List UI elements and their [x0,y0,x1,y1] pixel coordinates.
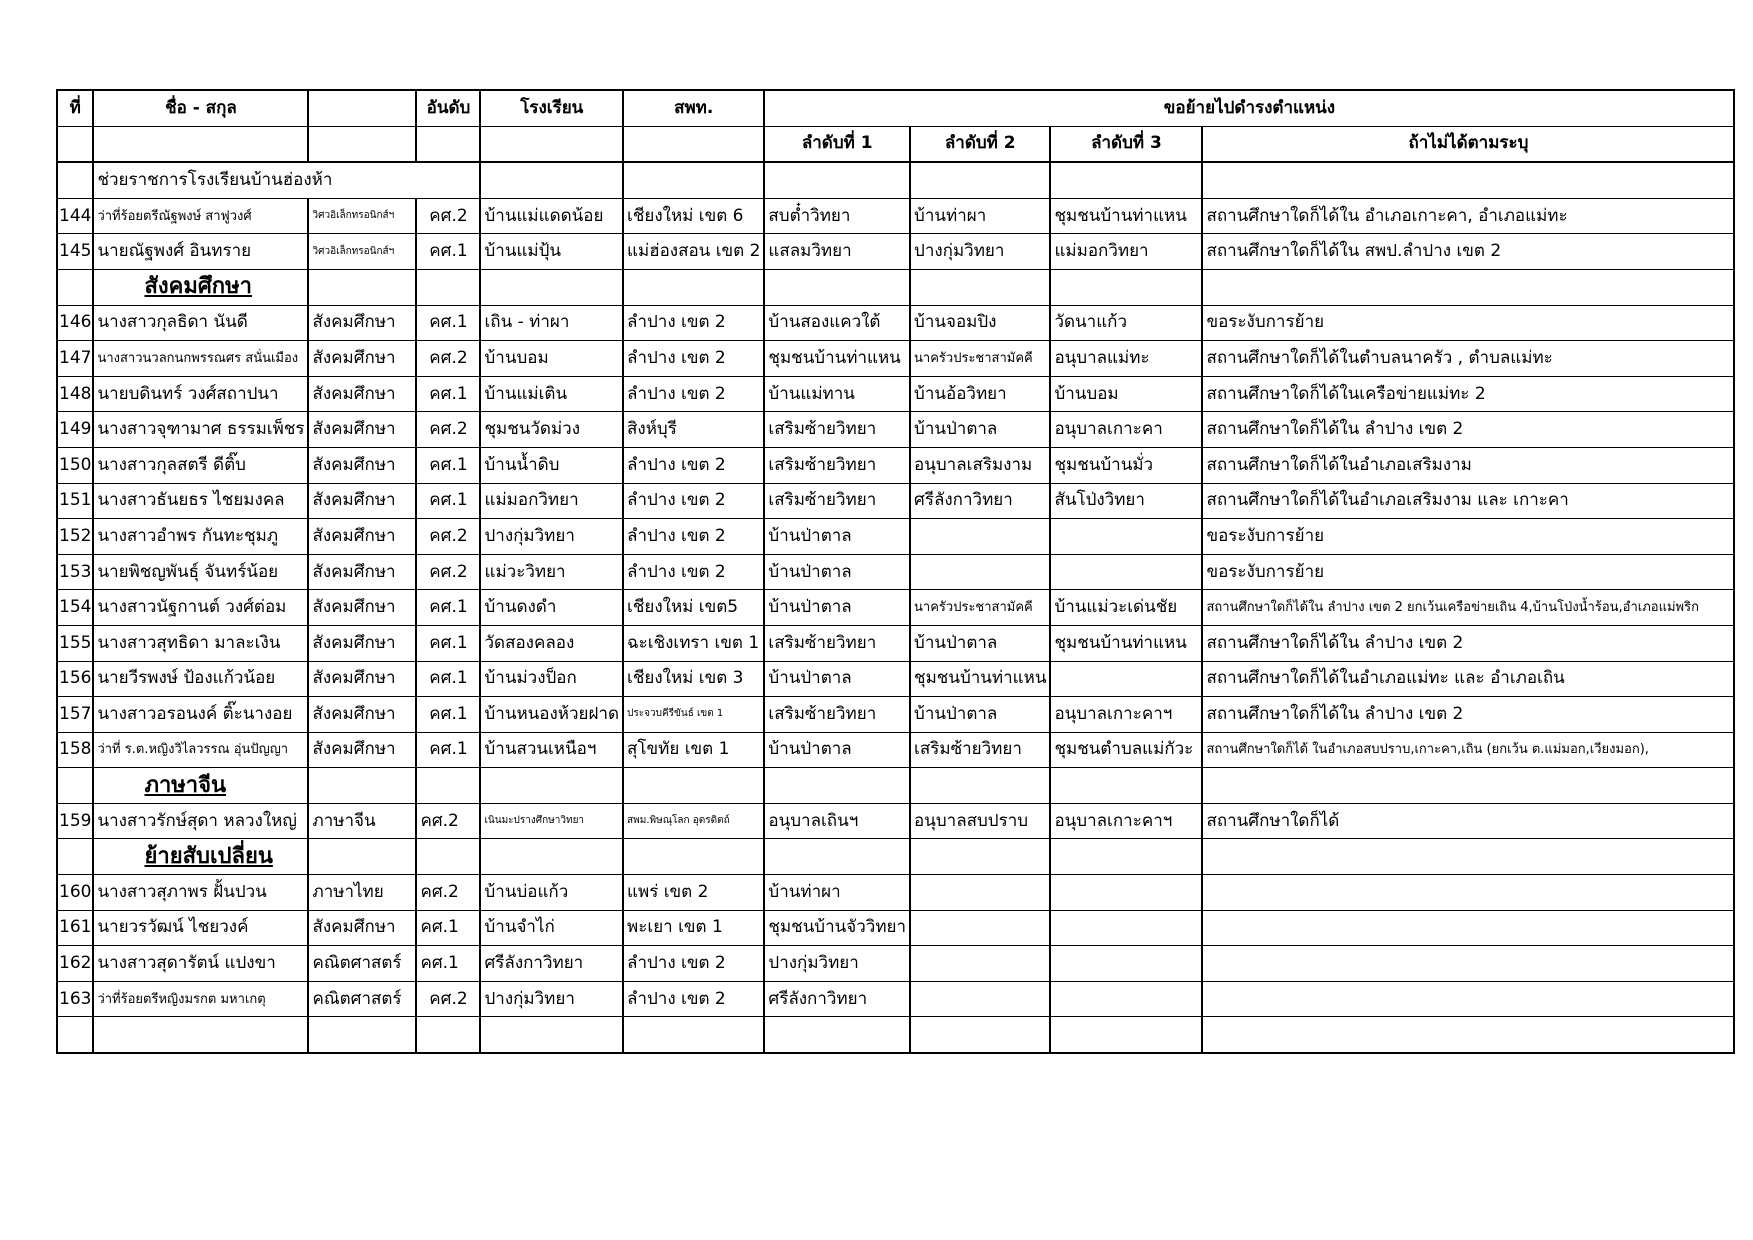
row-number: 160 [57,875,93,911]
teacher-name: นางสาวจุฑามาศ ธรรมเพ็ชร [93,412,308,448]
table-row [57,732,1734,768]
row-number: 151 [57,483,93,519]
current-office: แพร่ เขต 2 [623,875,764,911]
subject: สังคมศึกษา [308,447,416,483]
rank: คศ.1 [416,625,480,661]
table-row [57,697,1734,733]
current-office: สุโขทัย เขต 1 [623,732,764,768]
choice-1: บ้านสองแควใต้ [764,305,910,341]
current-school: ชุมชนวัดม่วง [480,412,623,448]
teacher-name: นางสาวอำพร กันทะชุมภู [93,519,308,555]
row-number: 159 [57,803,93,839]
table-row [57,341,1734,377]
otherwise-note: สถานศึกษาใดก็ได้ใน ลำปาง เขต 2 [1202,625,1734,661]
rank: คศ.2 [416,341,480,377]
current-office: ลำปาง เขต 2 [623,376,764,412]
header-subject [308,90,416,126]
header-office: สพท. [623,90,764,126]
choice-1: เสริมซ้ายวิทยา [764,412,910,448]
current-school: แม่วะวิทยา [480,554,623,590]
choice-2: อนุบาลสบปราบ [910,803,1050,839]
choice-1: บ้านป่าตาล [764,661,910,697]
choice-3: ชุมชนบ้านมั่ว [1050,447,1202,483]
choice-1: เสริมซ้ายวิทยา [764,697,910,733]
subject: สังคมศึกษา [308,305,416,341]
choice-1: บ้านป่าตาล [764,732,910,768]
header-request: ขอย้ายไปดำรงตำแหน่ง [764,90,1734,126]
subject: วิศวอิเล็กทรอนิกส์ฯ [308,234,416,270]
table-row [57,661,1734,697]
teacher-name: ว่าที่ร้อยตรีหญิงมรกต มหาเกตุ [93,981,308,1017]
table-row [57,554,1734,590]
otherwise-note: สถานศึกษาใดก็ได้ใน ลำปาง เขต 2 [1202,697,1734,733]
subject: สังคมศึกษา [308,910,416,946]
teacher-name: นางสาวนัฐกานต์ วงศ์ต่อม [93,590,308,626]
current-school: บ้านม่วงป็อก [480,661,623,697]
table-row [57,981,1734,1017]
rank: คศ.2 [416,519,480,555]
choice-1: บ้านท่าผา [764,875,910,911]
current-school: บ้านบอม [480,341,623,377]
choice-1: แสลมวิทยา [764,234,910,270]
otherwise-note: สถานศึกษาใดก็ได้ในตำบลนาครัว , ตำบลแม่ทะ [1202,341,1734,377]
section-row-social [57,269,1734,305]
choice-3 [1050,554,1202,590]
choice-1: ชุมชนบ้านจัววิทยา [764,910,910,946]
choice-3: แม่มอกวิทยา [1050,234,1202,270]
current-office: เชียงใหม่ เขต5 [623,590,764,626]
subject: คณิตศาสตร์ [308,981,416,1017]
header-otherwise: ถ้าไม่ได้ตามระบุ [1202,126,1734,162]
otherwise-note [1202,910,1734,946]
rank: คศ.1 [416,305,480,341]
choice-2 [910,875,1050,911]
row-number: 146 [57,305,93,341]
table-row [57,875,1734,911]
choice-2 [910,910,1050,946]
row-number: 154 [57,590,93,626]
choice-1: เสริมซ้ายวิทยา [764,483,910,519]
choice-1: สบต๋ำวิทยา [764,198,910,234]
current-school: บ้านจำไก่ [480,910,623,946]
choice-1: บ้านป่าตาล [764,519,910,555]
choice-2 [910,946,1050,982]
section-title: ย้ายสับเปลี่ยน [93,839,308,875]
current-school: แม่มอกวิทยา [480,483,623,519]
rank: คศ.1 [416,234,480,270]
current-school: ปางกุ่มวิทยา [480,981,623,1017]
teacher-name: ว่าที่ร้อยตรีณัฐพงษ์ สาฟูวงศ์ [93,198,308,234]
subject: สังคมศึกษา [308,341,416,377]
header-rank: อันดับ [416,90,480,126]
table-row [57,803,1734,839]
choice-3 [1050,661,1202,697]
current-office: แม่ฮ่องสอน เขต 2 [623,234,764,270]
header-school: โรงเรียน [480,90,623,126]
current-school: บ้านบ่อแก้ว [480,875,623,911]
current-office: ฉะเชิงเทรา เขต 1 [623,625,764,661]
header-choice-3: ลำดับที่ 3 [1050,126,1202,162]
current-office: ลำปาง เขต 2 [623,981,764,1017]
empty-row [57,1017,1734,1053]
subject: สังคมศึกษา [308,697,416,733]
current-school: บ้านแม่เติน [480,376,623,412]
row-number: 157 [57,697,93,733]
otherwise-note: สถานศึกษาใดก็ได้ใน สพป.ลำปาง เขต 2 [1202,234,1734,270]
row-number: 155 [57,625,93,661]
table-row [57,447,1734,483]
teacher-name: นางสาวนวลกนกพรรณศร สนั่นเมือง [93,341,308,377]
subject: สังคมศึกษา [308,519,416,555]
row-number: 147 [57,341,93,377]
choice-3 [1050,519,1202,555]
teacher-name: นางสาวสุทธิดา มาละเงิน [93,625,308,661]
row-number: 145 [57,234,93,270]
otherwise-note: สถานศึกษาใดก็ได้ในอำเภอเสริมงาม [1202,447,1734,483]
current-school: บ้านหนองห้วยฝาด [480,697,623,733]
choice-3: อนุบาลเกาะคา [1050,412,1202,448]
rank: คศ.2 [416,412,480,448]
current-office: สพม.พิษณุโลก อุตรดิตถ์ [623,803,764,839]
transfer-request-sheet [56,89,1735,1054]
teacher-name: นายณัฐพงศ์ อินทราย [93,234,308,270]
choice-2: ชุมชนบ้านท่าแหน [910,661,1050,697]
current-office: เชียงใหม่ เขต 6 [623,198,764,234]
section-title: ภาษาจีน [93,768,308,804]
teacher-name: นางสาวธันยธร ไชยมงคล [93,483,308,519]
current-school: บ้านสวนเหนือฯ [480,732,623,768]
header-row-1 [57,90,1734,126]
current-office: ลำปาง เขต 2 [623,305,764,341]
otherwise-note: สถานศึกษาใดก็ได้ใน อำเภอเกาะคา, อำเภอแม่ทะ [1202,198,1734,234]
rank: คศ.1 [416,483,480,519]
otherwise-note: ขอระงับการย้าย [1202,305,1734,341]
choice-1: บ้านป่าตาล [764,554,910,590]
choice-3 [1050,875,1202,911]
header-row-2 [57,126,1734,162]
row-number: 161 [57,910,93,946]
note-text: ช่วยราชการโรงเรียนบ้านฮ่องห้า [93,162,480,198]
subject: คณิตศาสตร์ [308,946,416,982]
table-row [57,376,1734,412]
rank: คศ.2 [416,198,480,234]
choice-2: อนุบาลเสริมงาม [910,447,1050,483]
choice-3: อนุบาลเกาะคาฯ [1050,697,1202,733]
rank: คศ.2 [416,554,480,590]
rank: คศ.1 [416,590,480,626]
header-choice-2: ลำดับที่ 2 [910,126,1050,162]
otherwise-note: สถานศึกษาใดก็ได้ในอำเภอเสริมงาม และ เกาะคา [1202,483,1734,519]
otherwise-note [1202,946,1734,982]
rank: คศ.2 [416,981,480,1017]
teacher-name: นางสาวสุดารัตน์ แปงขา [93,946,308,982]
subject: สังคมศึกษา [308,376,416,412]
current-school: เถิน - ท่าผา [480,305,623,341]
current-school: ศรีลังกาวิทยา [480,946,623,982]
choice-2: ศรีลังกาวิทยา [910,483,1050,519]
teacher-name: นายวีรพงษ์ ป้องแก้วน้อย [93,661,308,697]
row-number: 162 [57,946,93,982]
otherwise-note: สถานศึกษาใดก็ได้ในอำเภอแม่ทะ และ อำเภอเถิน [1202,661,1734,697]
subject: วิศวอิเล็กทรอนิกส์ฯ [308,198,416,234]
rank: คศ.1 [416,732,480,768]
choice-2: บ้านอ้อวิทยา [910,376,1050,412]
section-row-chinese [57,768,1734,804]
choice-1: อนุบาลเถินฯ [764,803,910,839]
current-office: ลำปาง เขต 2 [623,519,764,555]
choice-3: ชุมชนบ้านท่าแหน [1050,198,1202,234]
rank: คศ.1 [416,910,480,946]
choice-1: ชุมชนบ้านท่าแหน [764,341,910,377]
subject: ภาษาจีน [308,803,416,839]
choice-1: บ้านป่าตาล [764,590,910,626]
current-office: ลำปาง เขต 2 [623,341,764,377]
table-row [57,946,1734,982]
current-school: บ้านแม่ปุ้น [480,234,623,270]
header-no: ที่ [57,90,93,126]
teacher-name: นางสาวสุภาพร ฝั้นปวน [93,875,308,911]
current-office: ลำปาง เขต 2 [623,554,764,590]
teacher-name: ว่าที่ ร.ต.หญิงวิไลวรรณ อุ่นปัญญา [93,732,308,768]
table-row [57,234,1734,270]
row-number: 156 [57,661,93,697]
rank: คศ.1 [416,447,480,483]
choice-3 [1050,910,1202,946]
teacher-name: นายวรวัฒน์ ไชยวงค์ [93,910,308,946]
subject: ภาษาไทย [308,875,416,911]
choice-1: เสริมซ้ายวิทยา [764,625,910,661]
choice-2 [910,519,1050,555]
subject: สังคมศึกษา [308,732,416,768]
current-office: เชียงใหม่ เขต 3 [623,661,764,697]
current-school: บ้านน้ำดิบ [480,447,623,483]
section-title: สังคมศึกษา [93,269,308,305]
choice-2 [910,554,1050,590]
table-row [57,910,1734,946]
subject: สังคมศึกษา [308,412,416,448]
teacher-name: นายบดินทร์ วงศ์สถาปนา [93,376,308,412]
table-row [57,483,1734,519]
choice-3 [1050,981,1202,1017]
current-school: ปางกุ่มวิทยา [480,519,623,555]
otherwise-note: สถานศึกษาใดก็ได้ ในอำเภอสบปราบ,เกาะคา,เถิน (ยกเว้น ต.แม่มอก,เวียงมอก), [1202,732,1734,768]
otherwise-note: ขอระงับการย้าย [1202,554,1734,590]
choice-3: วัดนาแก้ว [1050,305,1202,341]
subject: สังคมศึกษา [308,554,416,590]
otherwise-note: สถานศึกษาใดก็ได้ใน ลำปาง เขต 2 [1202,412,1734,448]
choice-3: อนุบาลเกาะคาฯ [1050,803,1202,839]
row-number: 150 [57,447,93,483]
otherwise-note [1202,981,1734,1017]
transfer-table [56,89,1735,1054]
table-row [57,625,1734,661]
row-number: 158 [57,732,93,768]
choice-3: ชุมชนบ้านท่าแหน [1050,625,1202,661]
choice-2 [910,981,1050,1017]
choice-3: สันโป่งวิทยา [1050,483,1202,519]
current-office: พะเยา เขต 1 [623,910,764,946]
choice-3: ชุมชนตำบลแม่กัวะ [1050,732,1202,768]
current-school: บ้านดงดำ [480,590,623,626]
header-choice-1: ลำดับที่ 1 [764,126,910,162]
subject: สังคมศึกษา [308,483,416,519]
current-school: เนินมะปรางศึกษาวิทยา [480,803,623,839]
rank: คศ.1 [416,376,480,412]
row-number: 163 [57,981,93,1017]
row-number: 149 [57,412,93,448]
teacher-name: นางสาวรักษ์สุดา หลวงใหญ่ [93,803,308,839]
rank: คศ.1 [416,946,480,982]
table-row [57,198,1734,234]
teacher-name: นายพิชญพันธุ์ จันทร์น้อย [93,554,308,590]
choice-2: นาครัวประชาสามัคคี [910,590,1050,626]
choice-2: บ้านป่าตาล [910,697,1050,733]
teacher-name: นางสาวอรอนงค์ ติ๊ะนางอย [93,697,308,733]
header-name: ชื่อ - สกุล [93,90,308,126]
current-school: วัดสองคลอง [480,625,623,661]
subject: สังคมศึกษา [308,661,416,697]
choice-2: บ้านท่าผา [910,198,1050,234]
subject: สังคมศึกษา [308,590,416,626]
rank: คศ.1 [416,661,480,697]
choice-3 [1050,946,1202,982]
choice-2: บ้านป่าตาล [910,412,1050,448]
current-school: บ้านแม่แดดน้อย [480,198,623,234]
row-number: 153 [57,554,93,590]
otherwise-note: สถานศึกษาใดก็ได้ใน ลำปาง เขต 2 ยกเว้นเครือข่ายเถิน 4,บ้านโป่งน้ำร้อน,อำเภอแม่พริก [1202,590,1734,626]
otherwise-note: ขอระงับการย้าย [1202,519,1734,555]
current-office: ประจวบคีรีขันธ์ เขต 1 [623,697,764,733]
row-number: 148 [57,376,93,412]
table-row [57,412,1734,448]
rank: คศ.2 [416,803,480,839]
otherwise-note [1202,875,1734,911]
current-office: ลำปาง เขต 2 [623,447,764,483]
choice-3: อนุบาลแม่ทะ [1050,341,1202,377]
choice-2: บ้านป่าตาล [910,625,1050,661]
choice-1: บ้านแม่ทาน [764,376,910,412]
rank: คศ.2 [416,875,480,911]
choice-2: บ้านจอมปิง [910,305,1050,341]
current-office: สิงห์บุรี [623,412,764,448]
table-row [57,305,1734,341]
otherwise-note: สถานศึกษาใดก็ได้ [1202,803,1734,839]
choice-2: นาครัวประชาสามัคคี [910,341,1050,377]
choice-1: เสริมซ้ายวิทยา [764,447,910,483]
table-row [57,590,1734,626]
teacher-name: นางสาวกุลธิดา นันดี [93,305,308,341]
row-number: 152 [57,519,93,555]
current-office: ลำปาง เขต 2 [623,483,764,519]
choice-1: ปางกุ่มวิทยา [764,946,910,982]
choice-3: บ้านแม่วะเด่นชัย [1050,590,1202,626]
otherwise-note: สถานศึกษาใดก็ได้ในเครือข่ายแม่ทะ 2 [1202,376,1734,412]
choice-1: ศรีลังกาวิทยา [764,981,910,1017]
current-office: ลำปาง เขต 2 [623,946,764,982]
section-row-swap [57,839,1734,875]
subject: สังคมศึกษา [308,625,416,661]
note-row [57,162,1734,198]
row-number: 144 [57,198,93,234]
choice-2: เสริมซ้ายวิทยา [910,732,1050,768]
teacher-name: นางสาวกุลสตรี ดีติ๊บ [93,447,308,483]
choice-2: ปางกุ่มวิทยา [910,234,1050,270]
rank: คศ.1 [416,697,480,733]
choice-3: บ้านบอม [1050,376,1202,412]
table-row [57,519,1734,555]
